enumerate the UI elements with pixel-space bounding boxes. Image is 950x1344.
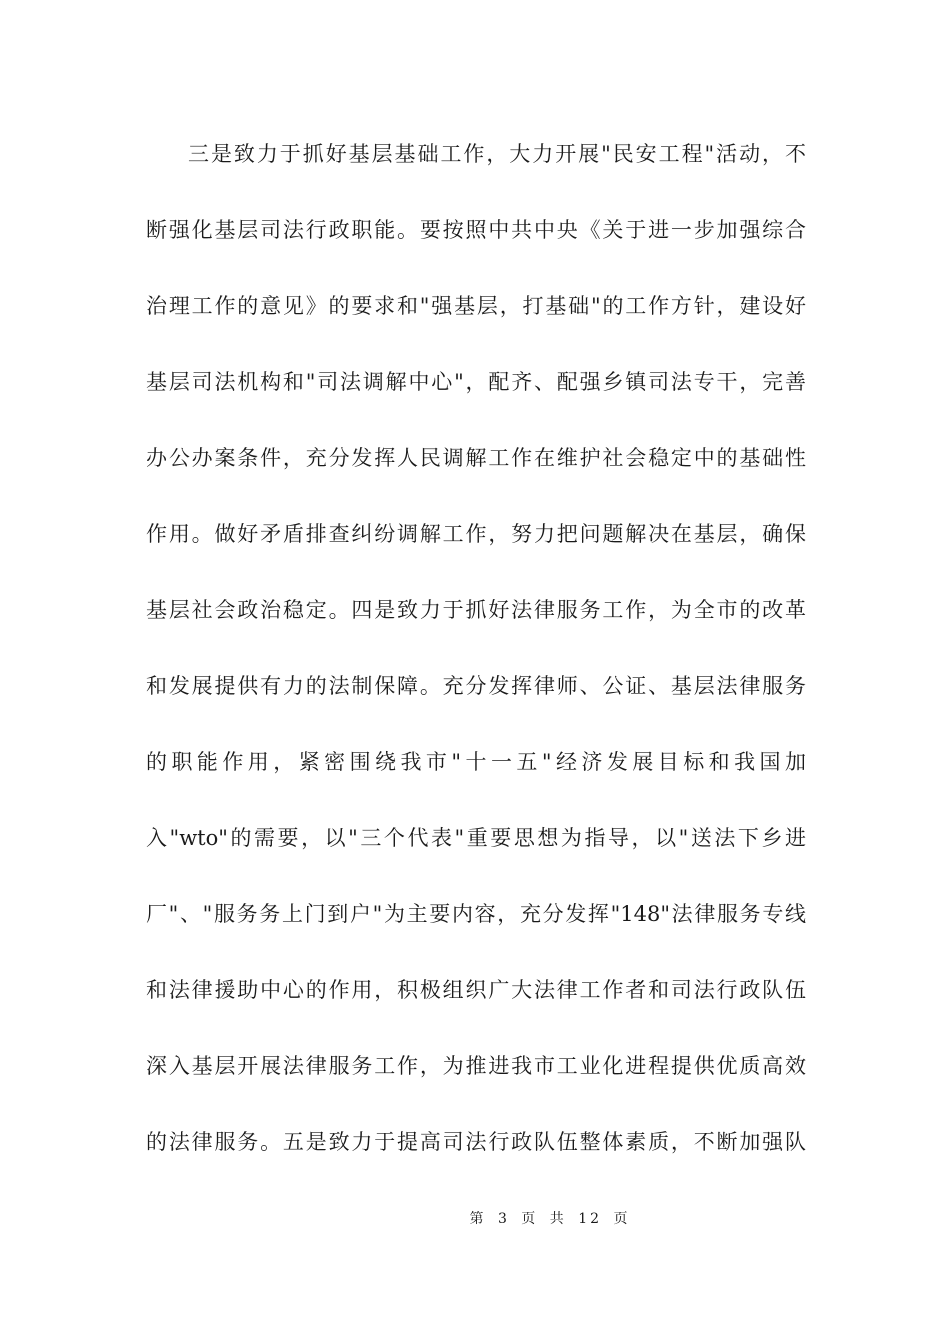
text-line-2: 断强化基层司法行政职能。要按照中共中央《关于进一步加强综合 (146, 218, 806, 242)
page-number-footer: 第 3 页 共 12 页 (469, 1211, 631, 1227)
text-line-4: 基层司法机构和"司法调解中心"，配齐、配强乡镇司法专干，完善 (146, 370, 806, 394)
text-line-9: 的职能作用，紧密围绕我市"十一五"经济发展目标和我国加 (146, 750, 806, 774)
text-line-7: 基层社会政治稳定。四是致力于抓好法律服务工作，为全市的改革 (146, 598, 806, 622)
text-line-14: 的法律服务。五是致力于提高司法行政队伍整体素质，不断加强队 (146, 1130, 806, 1154)
text-line-3: 治理工作的意见》的要求和"强基层，打基础"的工作方针，建设好 (146, 294, 806, 318)
text-line-11: 厂"、"服务务上门到户"为主要内容，充分发挥"148"法律服务专线 (146, 902, 806, 926)
text-line-6: 作用。做好矛盾排查纠纷调解工作，努力把问题解决在基层，确保 (146, 522, 806, 546)
body-paragraph (146, 132, 806, 1196)
text-line-1: 三是致力于抓好基层基础工作，大力开展"民安工程"活动，不 (188, 142, 806, 166)
text-line-5: 办公办案条件，充分发挥人民调解工作在维护社会稳定中的基础性 (146, 446, 806, 470)
text-line-12: 和法律援助中心的作用，积极组织广大法律工作者和司法行政队伍 (146, 978, 806, 1002)
text-line-8: 和发展提供有力的法制保障。充分发挥律师、公证、基层法律服务 (146, 674, 806, 698)
text-line-13: 深入基层开展法律服务工作，为推进我市工业化进程提供优质高效 (146, 1054, 806, 1078)
text-line-10: 入"wto"的需要，以"三个代表"重要思想为指导，以"送法下乡进 (146, 826, 806, 850)
